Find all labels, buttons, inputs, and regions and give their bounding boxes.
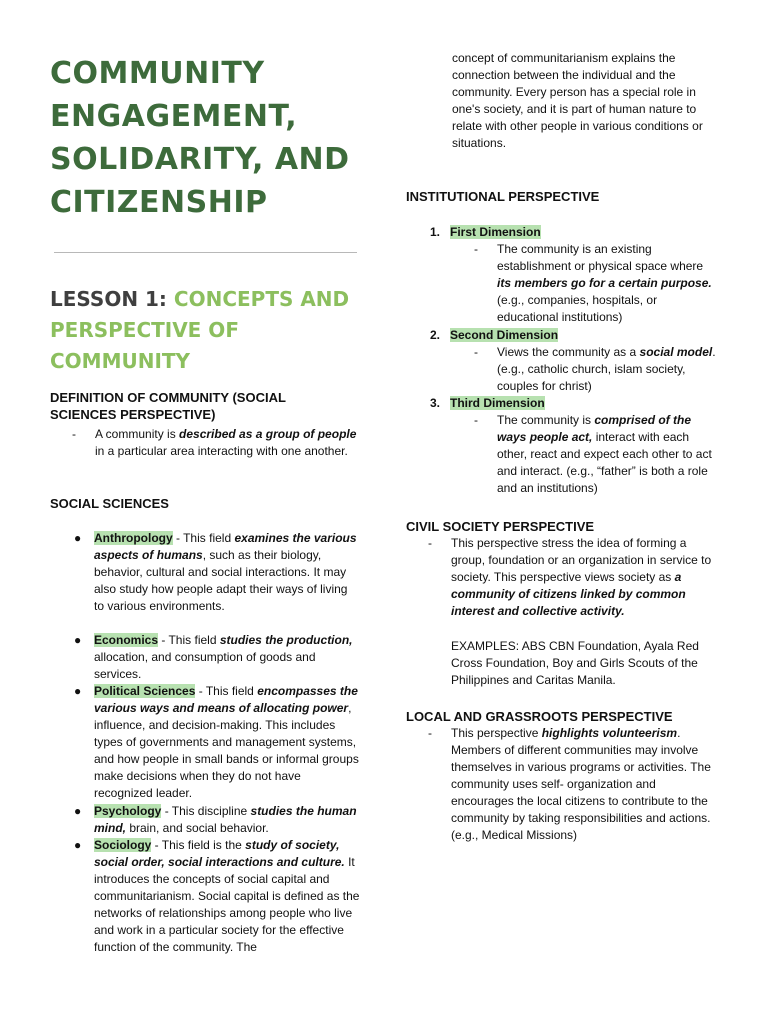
text-span: , such as their biology, behavior, cultural and social interactions. It may also study how people adapt their ways of living to various environments. xyxy=(94,548,348,613)
text-span: The community is xyxy=(497,413,595,427)
highlighted-term: Economics xyxy=(94,633,159,647)
dimension-text xyxy=(497,344,719,395)
social-sciences-heading: SOCIAL SCIENCES xyxy=(50,496,169,511)
bold-italic-span: described as a group of people xyxy=(179,427,357,441)
lesson-title: CONCEPTS AND PERSPECTIVE OF COMMUNITY xyxy=(50,287,350,373)
civil-society-text xyxy=(451,535,719,620)
dash-marker: - xyxy=(428,536,432,550)
dimension-2-label xyxy=(430,327,558,344)
text-span: This perspective xyxy=(451,726,542,740)
text-span: It introduces the concepts of social capital and communitarianism. Social capital is defined as the networks of relationships among people who live and work in a particular society for the effective function of the community. The xyxy=(94,855,360,954)
dimension-3-label xyxy=(430,395,545,412)
bullet-icon: ● xyxy=(74,531,82,545)
bullet-icon: ● xyxy=(74,838,82,852)
dimension-1-label xyxy=(430,224,541,241)
text-span: (e.g., companies, hospitals, or educational institutions) xyxy=(497,293,658,324)
text-span: . (e.g., catholic church, islam society, couples for christ) xyxy=(497,345,716,393)
bullet-text xyxy=(94,837,360,956)
bullet-icon: ● xyxy=(74,633,82,647)
highlighted-term: Anthropology xyxy=(94,531,173,545)
definition-text xyxy=(95,426,361,460)
text-span: interact with each other, react and expect each other to act and interact. (e.g., “father” is both a role and an institutions) xyxy=(497,430,712,495)
dimension-text xyxy=(497,412,719,497)
definition-heading: DEFINITION OF COMMUNITY (SOCIAL SCIENCES PERSPECTIVE) xyxy=(50,390,286,422)
text-span: The community is an existing establishment or physical space where xyxy=(497,242,704,273)
title-divider xyxy=(54,252,357,253)
bold-italic-span: encompasses the various ways and means of allocating power xyxy=(94,684,358,715)
bold-italic-span: highlights volunteerism xyxy=(541,726,678,740)
local-grassroots-heading: LOCAL AND GRASSROOTS PERSPECTIVE xyxy=(406,709,673,724)
bold-italic-span: studies the production, xyxy=(219,633,353,647)
text-span: This perspective stress the idea of forming a group, foundation or an organization in service to society. This perspective views society as xyxy=(451,536,712,584)
text-span: . Members of different communities may involve themselves in various programs or activities. The community uses self- organization and encourages the local citizens to contribute to the community by taking responsibilities and actions. (e.g., Medical Missions) xyxy=(451,726,711,842)
bold-italic-span: studies the human mind, xyxy=(94,804,357,835)
lesson-heading xyxy=(50,284,370,377)
bullet-text xyxy=(94,803,360,837)
bold-italic-span: study of society, social order, social interactions and culture. xyxy=(94,838,345,869)
bold-italic-span: its members go for a certain purpose. xyxy=(497,276,712,290)
list-number: 2. xyxy=(430,328,441,342)
dash-marker: - xyxy=(428,726,432,740)
highlighted-term: First Dimension xyxy=(450,225,541,239)
text-span: in a particular area interacting with one another. xyxy=(95,444,348,458)
dash-marker: - xyxy=(474,413,478,427)
list-number: 1. xyxy=(430,225,441,239)
text-span: - This discipline xyxy=(161,804,251,818)
bullet-text xyxy=(94,632,360,683)
list-number: 3. xyxy=(430,396,441,410)
institutional-heading: INSTITUTIONAL PERSPECTIVE xyxy=(406,189,600,204)
bold-italic-span: examines the various aspects of humans xyxy=(94,531,357,562)
text-span: - This field xyxy=(172,531,235,545)
highlighted-term: Psychology xyxy=(94,804,162,818)
dimension-text xyxy=(497,241,719,326)
text-span: , influence, and decision-making. This includes types of governments and management systems, and how people in small bands or informal groups make decisions when they do not have recognized leader. xyxy=(94,701,359,800)
lesson-number: LESSON 1: xyxy=(50,287,167,311)
civil-society-heading: CIVIL SOCIETY PERSPECTIVE xyxy=(406,519,595,534)
dash-marker: - xyxy=(474,345,478,359)
bold-italic-span: a community of citizens linked by common interest and collective activity. xyxy=(451,570,686,618)
text-span: - This field xyxy=(195,684,258,698)
bullet-text xyxy=(94,683,360,802)
bold-italic-span: comprised of the ways people act, xyxy=(497,413,692,444)
bold-italic-span: social model xyxy=(639,345,713,359)
highlighted-term: Political Sciences xyxy=(94,684,196,698)
sociology-continuation: concept of communitarianism explains the connection between the individual and the community. Every person has a special role in one's society, and it is part of human nature to relate with other people in various conditions or situations. xyxy=(452,51,703,150)
bullet-icon: ● xyxy=(74,804,82,818)
civil-society-examples: EXAMPLES: ABS CBN Foundation, Ayala Red Cross Foundation, Boy and Girls Scouts of the Philippines and Caritas Manila. xyxy=(451,639,699,687)
text-span: A community is xyxy=(95,427,180,441)
text-span: - This field xyxy=(158,633,220,647)
text-span: allocation, and consumption of goods and services. xyxy=(94,650,316,681)
local-grassroots-text xyxy=(451,725,719,844)
text-span: Views the community as a xyxy=(497,345,640,359)
document-title: COMMUNITY ENGAGEMENT, SOLIDARITY, AND CITIZENSHIP xyxy=(50,56,350,220)
dash-marker: - xyxy=(474,242,478,256)
dash-marker: - xyxy=(72,427,76,441)
text-span: brain, and social behavior. xyxy=(126,821,269,835)
bullet-icon: ● xyxy=(74,684,82,698)
highlighted-term: Sociology xyxy=(94,838,152,852)
highlighted-term: Second Dimension xyxy=(450,328,559,342)
highlighted-term: Third Dimension xyxy=(450,396,545,410)
text-span: - This field is the xyxy=(151,838,246,852)
bullet-text xyxy=(94,530,360,615)
